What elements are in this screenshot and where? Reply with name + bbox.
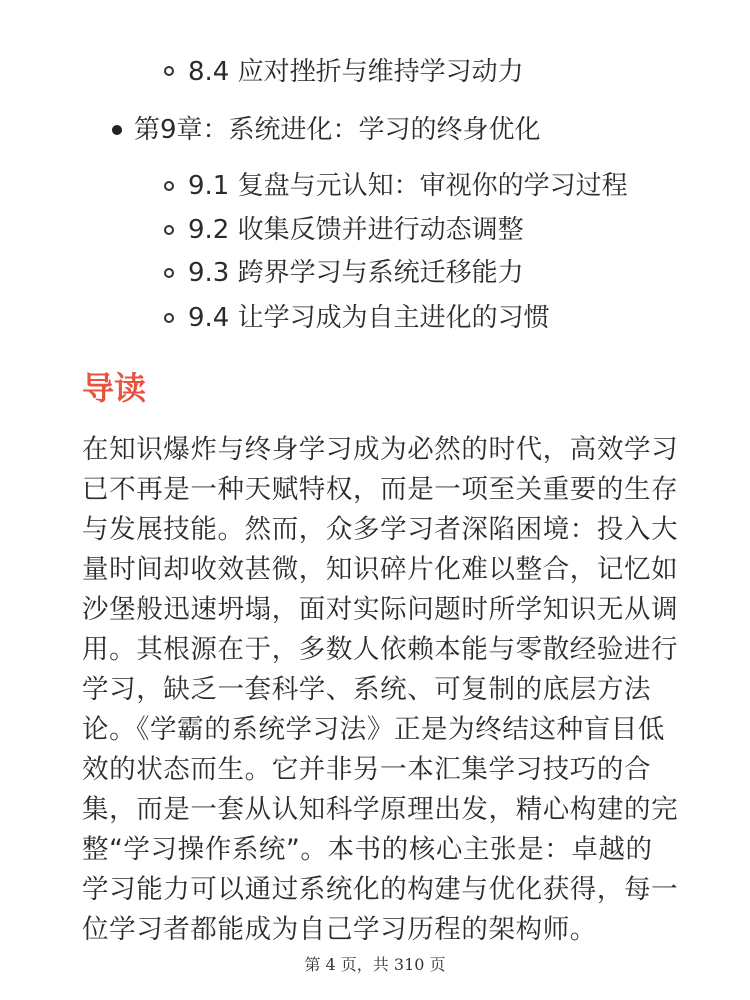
paragraph-line: 整“学习操作系统”。本书的核心主张是：卓越的 <box>82 834 653 865</box>
toc-chapter-9[interactable]: 第9章：系统进化：学习的终身优化 <box>134 115 541 145</box>
paragraph-line: 效的状态而生。它并非另一本汇集学习技巧的合 <box>82 754 652 785</box>
paragraph-line: 已不再是一种天赋特权，而是一项至关重要的生存 <box>82 474 679 505</box>
open-circle-bullet-icon <box>164 181 174 191</box>
section-title: 导读 <box>82 369 147 407</box>
paragraph-line: 量时间却收效甚微，知识碎片化难以整合，记忆如 <box>82 554 679 585</box>
open-circle-bullet-icon <box>164 225 174 235</box>
paragraph-line: 学习能力可以通过系统化的构建与优化获得，每一 <box>82 874 679 905</box>
toc-subitem-9-3[interactable]: 9.3 跨界学习与系统迁移能力 <box>188 258 524 288</box>
open-circle-bullet-icon <box>164 66 174 76</box>
paragraph-line: 沙堡般迅速坍塌，面对实际问题时所学知识无从调 <box>82 594 679 625</box>
open-circle-bullet-icon <box>164 268 174 278</box>
paragraph-line: 与发展技能。然而，众多学习者深陷困境：投入大 <box>82 514 679 545</box>
paragraph-line: 学习，缺乏一套科学、系统、可复制的底层方法 <box>82 674 652 705</box>
paragraph-line: 用。其根源在于，多数人依赖本能与零散经验进行 <box>82 634 679 665</box>
intro-paragraph <box>82 430 682 950</box>
toc-subitem-9-1[interactable]: 9.1 复盘与元认知：审视你的学习过程 <box>188 171 628 201</box>
paragraph-line: 位学习者都能成为自己学习历程的架构师。 <box>82 914 597 945</box>
paragraph-line: 集，而是一套从认知科学原理出发，精心构建的完 <box>82 794 679 825</box>
open-circle-bullet-icon <box>164 313 174 323</box>
toc-subitem-9-4[interactable]: 9.4 让学习成为自主进化的习惯 <box>188 303 550 333</box>
paragraph-line: 论。《学霸的系统学习法》正是为终结这种盲目低 <box>82 714 665 745</box>
paragraph-line: 在知识爆炸与终身学习成为必然的时代，高效学习 <box>82 434 679 465</box>
page-number-footer: 第 4 页，共 310 页 <box>304 955 446 974</box>
filled-circle-bullet-icon <box>112 125 122 135</box>
toc-subitem-9-2[interactable]: 9.2 收集反馈并进行动态调整 <box>188 215 524 245</box>
toc-subitem-8-4[interactable]: 8.4 应对挫折与维持学习动力 <box>188 57 524 87</box>
